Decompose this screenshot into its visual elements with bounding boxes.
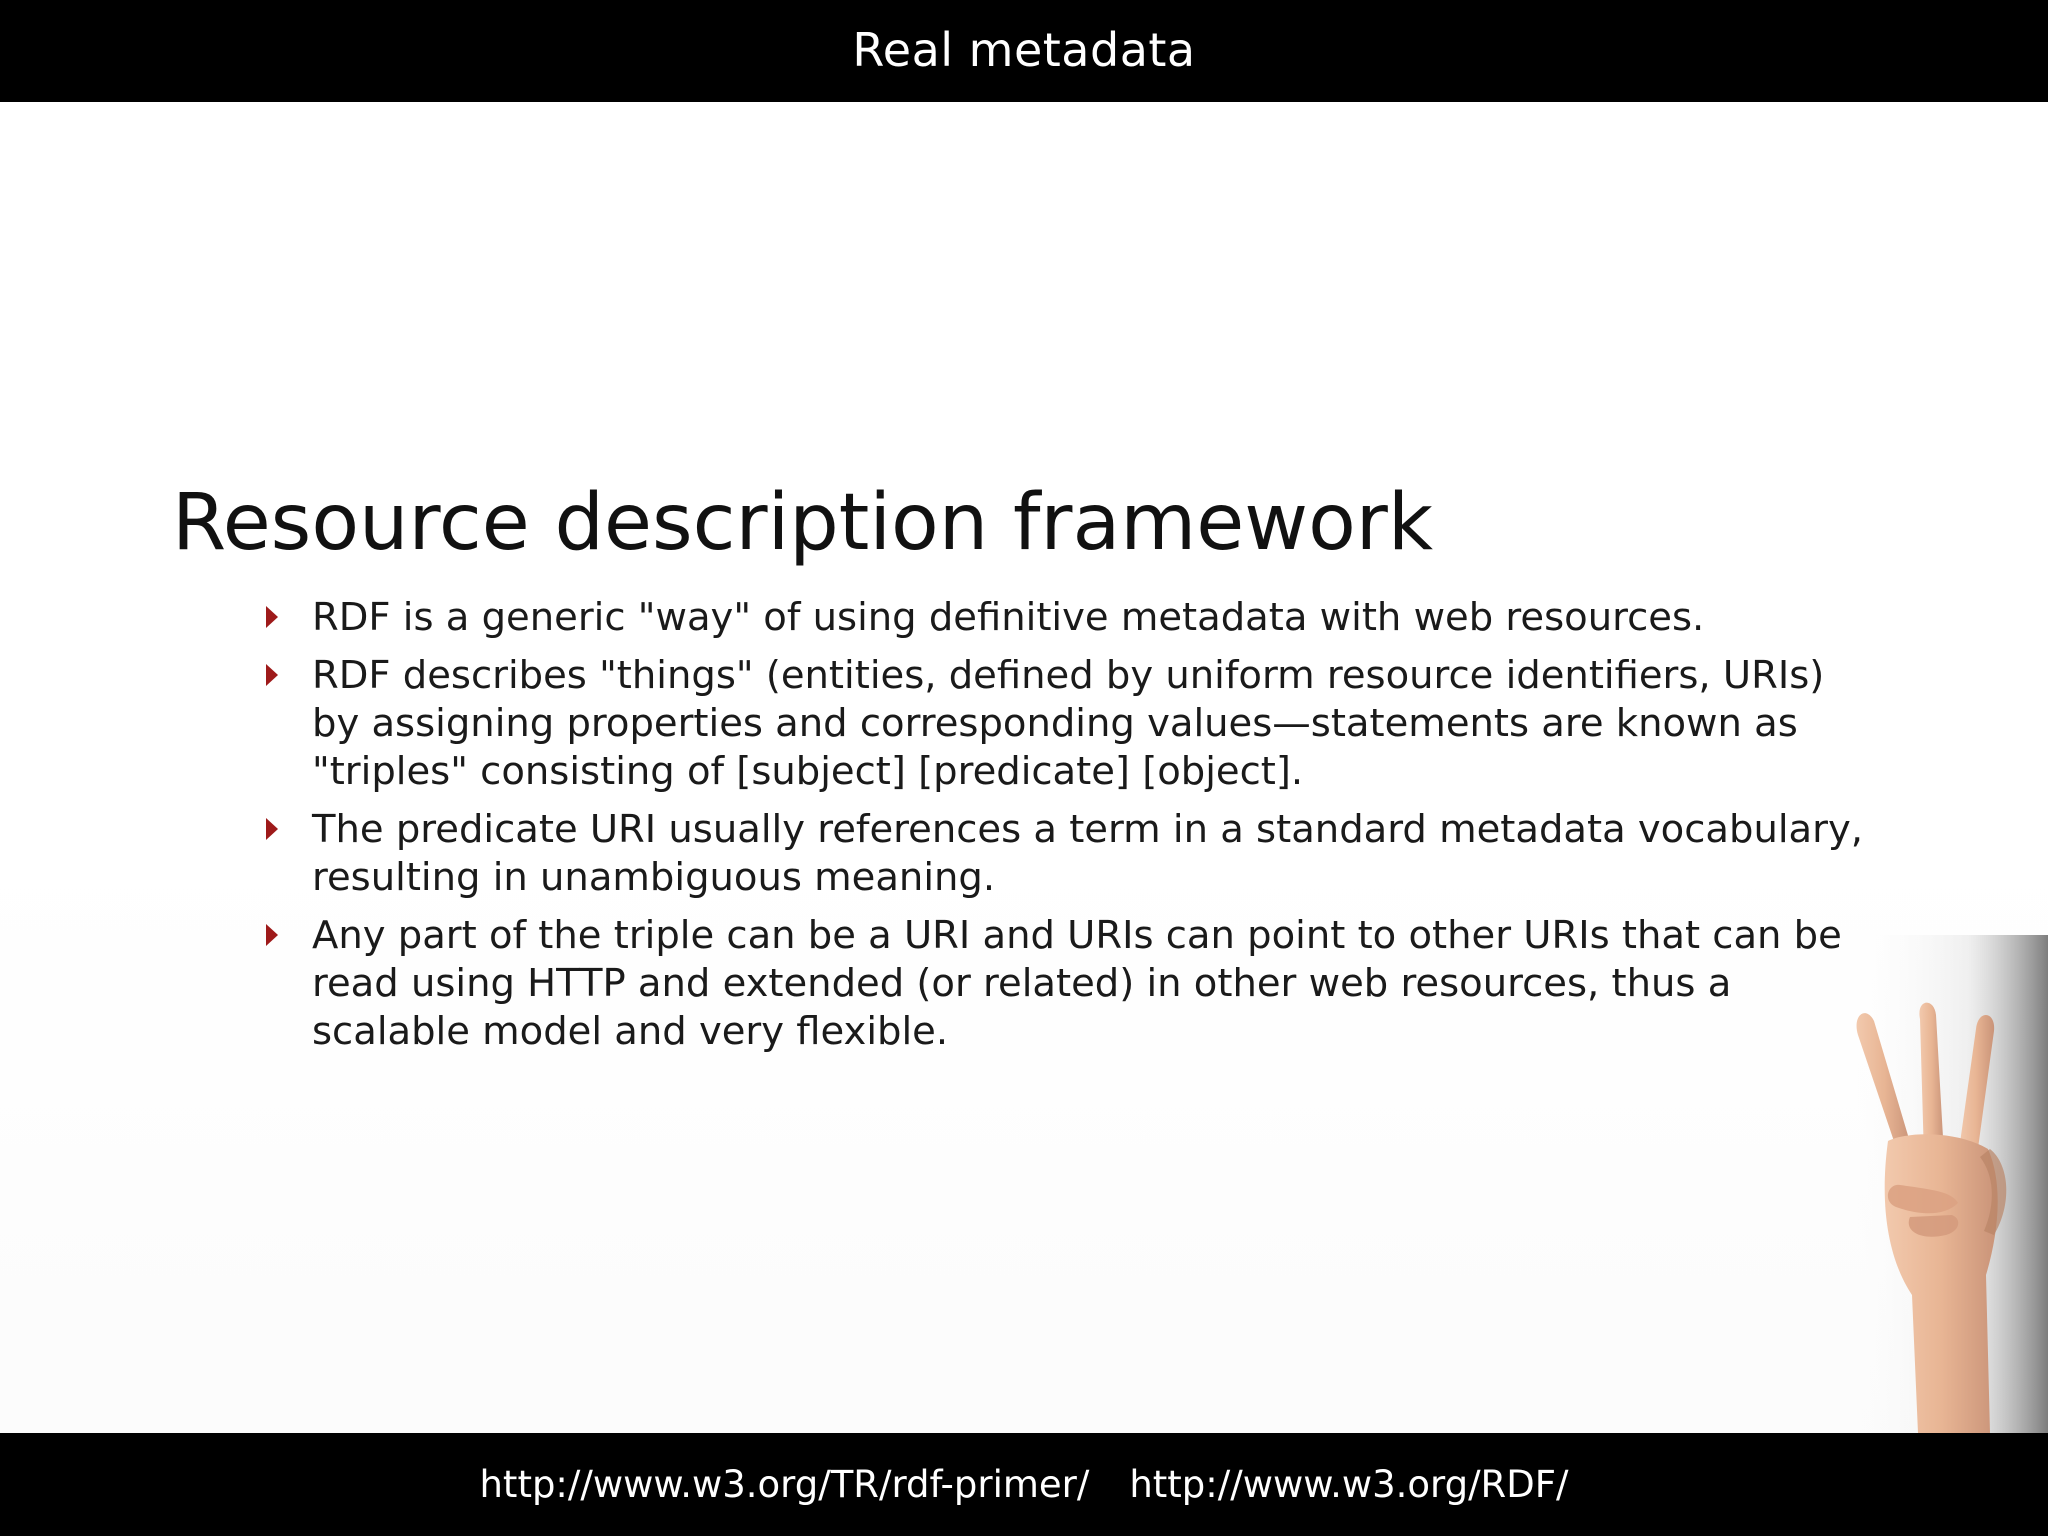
bullet-text: The predicate URI usually references a term in a standard metadata vocabulary, resulting in unambiguous meaning. <box>312 807 1863 900</box>
footer-link-rdf[interactable]: http://www.w3.org/RDF/ <box>1129 1463 1569 1506</box>
footer-bar <box>0 1433 2048 1536</box>
slide-header-title: Real metadata <box>852 23 1196 77</box>
bullet-item <box>262 806 1882 902</box>
bullet-text: Any part of the triple can be a URI and URIs can point to other URIs that can be read using HTTP and extended (or related) in other web resources, thus a scalable model and very flexible. <box>312 913 1842 1054</box>
triangle-bullet-icon <box>266 664 278 686</box>
slide-heading: Resource description framework <box>172 478 1434 568</box>
footer-link-rdf-primer[interactable]: http://www.w3.org/TR/rdf-primer/ <box>479 1463 1090 1506</box>
three-fingers-hand-icon <box>1848 935 2048 1433</box>
bullet-list <box>262 594 1882 1066</box>
header-bar <box>0 0 2048 102</box>
bullet-item <box>262 912 1882 1056</box>
bullet-item <box>262 594 1882 642</box>
triangle-bullet-icon <box>266 606 278 628</box>
triangle-bullet-icon <box>266 924 278 946</box>
bullet-text: RDF is a generic "way" of using definitive metadata with web resources. <box>312 595 1705 640</box>
bullet-item <box>262 652 1882 796</box>
triangle-bullet-icon <box>266 818 278 840</box>
bullet-text: RDF describes "things" (entities, defined by uniform resource identifiers, URIs) by assigning properties and corresponding values—statements are known as "triples" consisting of [subject] [predicate] [object]. <box>312 653 1825 794</box>
